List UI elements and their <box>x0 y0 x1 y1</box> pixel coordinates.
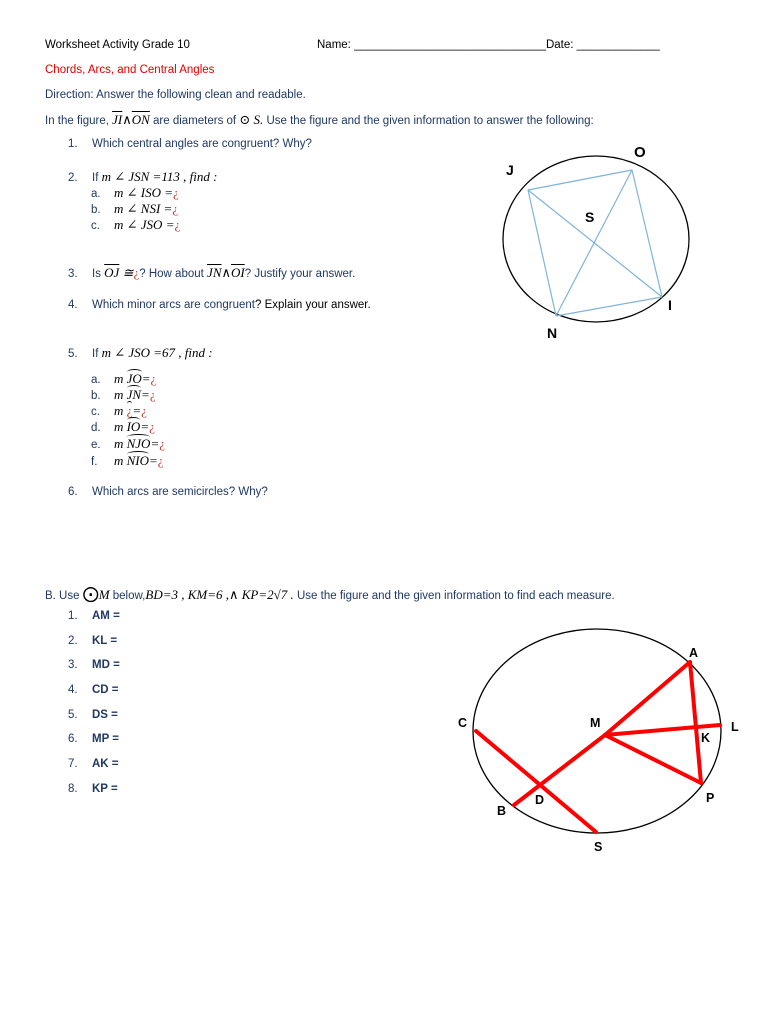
item-inv: ¿ <box>159 436 165 451</box>
direction-text: Direction: Answer the following clean and readable. <box>45 89 306 101</box>
label-s2: S <box>594 840 603 854</box>
equals: = <box>141 387 150 402</box>
question-text-tail: ? Explain your answer. <box>254 299 371 311</box>
measure-m: m <box>114 419 124 434</box>
item-letter: d. <box>91 422 101 434</box>
circle-symbol: ⨀ <box>82 586 99 603</box>
arc-jn: JN <box>126 387 142 402</box>
item-inv: ¿ <box>150 371 157 386</box>
equals: = <box>132 403 142 418</box>
segment-mp <box>605 735 701 783</box>
arc-unknown: ¿ <box>126 403 133 418</box>
item-number: 8. <box>68 783 78 795</box>
label-s: S <box>585 209 595 225</box>
item-letter: e. <box>91 439 101 451</box>
label-p: P <box>706 791 715 805</box>
item-expr: m ∠ JSO = <box>114 217 175 232</box>
and-symbol: ∧ <box>122 112 132 127</box>
measure-m: m <box>114 453 124 468</box>
intro-post: Use the figure and the given information to answer the following: <box>266 115 594 127</box>
item-number: 2. <box>68 635 78 647</box>
intro-mid: are diameters of <box>153 115 237 127</box>
circle-m-outline <box>473 629 721 833</box>
item-label: MD = <box>92 659 120 671</box>
item-inv: ¿ <box>141 403 147 418</box>
chord-cs <box>476 731 596 832</box>
item-number: 5. <box>68 709 78 721</box>
item-number: 1. <box>68 610 78 622</box>
question-mid: ? How about <box>139 268 204 280</box>
item-letter: a. <box>91 188 101 200</box>
question-number: 4. <box>68 299 78 311</box>
item-inv: ¿ <box>174 217 181 232</box>
item-expr: m ∠ ISO = <box>114 185 174 200</box>
item-inv: ¿ <box>157 453 164 468</box>
item-letter: c. <box>91 220 100 232</box>
label-k: K <box>701 731 711 745</box>
segment-ma <box>605 662 690 735</box>
question-expr: m ∠ JSO =67 , find : <box>101 345 213 360</box>
question-expr: m ∠ JSN =113 , find : <box>101 169 218 184</box>
item-letter: b. <box>91 390 101 402</box>
segment-on: ON <box>131 112 150 127</box>
segment-mb <box>514 735 605 805</box>
question-number: 6. <box>68 486 78 498</box>
congruent-symbol: ≅ <box>119 265 134 280</box>
label-j: J <box>506 162 514 178</box>
item-label: KP = <box>92 783 118 795</box>
question-pre: Is <box>92 268 101 280</box>
item-letter: f. <box>91 456 98 468</box>
date-label: Date: _____________ <box>545 39 660 51</box>
part-b-prefix: B. Use <box>45 590 80 602</box>
item-inv: ¿ <box>149 387 156 402</box>
chord-jo <box>528 170 632 190</box>
question-number: 3. <box>68 268 78 280</box>
chord-ap <box>690 662 701 783</box>
chord-oi <box>632 170 662 297</box>
label-l: L <box>731 720 739 734</box>
worksheet-subtitle: Chords, Arcs, and Central Angles <box>45 64 215 76</box>
item-number: 3. <box>68 659 78 671</box>
given-values: BD=3 , KM=6 ,∧ KP=2√7 . <box>145 587 294 602</box>
item-inv: ¿ <box>173 185 179 200</box>
item-letter: b. <box>91 204 101 216</box>
item-label: KL = <box>92 635 118 647</box>
equals: = <box>148 453 158 468</box>
part-b-below: below, <box>112 590 146 602</box>
item-label: AM = <box>92 610 120 622</box>
segment-oi: OI <box>231 265 245 280</box>
item-label: MP = <box>92 733 119 745</box>
question-post: ? Justify your answer. <box>244 268 356 280</box>
label-d: D <box>535 793 545 807</box>
label-c: C <box>458 716 468 730</box>
label-n: N <box>547 325 558 341</box>
label-b: B <box>497 804 507 818</box>
arc-nio: NIO <box>126 453 149 468</box>
worksheet-title: Worksheet Activity Grade 10 <box>45 39 190 51</box>
question-text: Which minor arcs are congruent <box>92 299 255 311</box>
equals: = <box>150 436 160 451</box>
question-number: 1. <box>68 138 78 150</box>
measure-m: m <box>114 387 124 402</box>
question-number: 5. <box>68 348 78 360</box>
item-label: DS = <box>92 709 118 721</box>
chord-in <box>556 297 662 316</box>
diameter-on <box>556 170 632 316</box>
segment-oj: OJ <box>104 265 120 280</box>
segment-jn: JN <box>207 265 222 280</box>
question-pre: If <box>92 172 99 184</box>
circle-m: M <box>98 587 110 602</box>
item-inv: ¿ <box>149 419 155 434</box>
question-number: 2. <box>68 172 78 184</box>
arc-njo: NJO <box>126 436 151 451</box>
item-inv: ¿ <box>133 265 140 280</box>
item-label: AK = <box>92 758 119 770</box>
arc-io: IO <box>126 419 141 434</box>
item-letter: c. <box>91 406 100 418</box>
label-m: M <box>590 716 601 730</box>
question-pre: If <box>92 348 99 360</box>
name-label: Name: ______________________________ <box>317 39 546 51</box>
measure-m: m <box>114 403 124 418</box>
label-o: O <box>634 144 646 161</box>
item-label: CD = <box>92 684 119 696</box>
circle-s: ⊙ S. <box>239 112 264 127</box>
measure-m: m <box>114 371 124 386</box>
equals: = <box>141 371 151 386</box>
and-symbol: ∧ <box>221 265 232 280</box>
intro-pre: In the figure, <box>45 115 109 127</box>
item-number: 7. <box>68 758 78 770</box>
part-b-post: Use the figure and the given information to find each measure. <box>297 590 615 602</box>
arc-jo: JO <box>126 371 142 386</box>
label-a: A <box>689 646 699 660</box>
item-number: 4. <box>68 684 78 696</box>
question-text: Which arcs are semicircles? Why? <box>92 486 268 498</box>
item-number: 6. <box>68 733 78 745</box>
question-text: Which central angles are congruent? Why? <box>92 138 312 150</box>
label-i: I <box>668 297 672 313</box>
measure-m: m <box>114 436 124 451</box>
item-inv: ¿ <box>172 201 179 216</box>
item-letter: a. <box>91 374 101 386</box>
segment-ji: JI <box>112 112 123 127</box>
item-expr: m ∠ NSI = <box>114 201 173 216</box>
equals: = <box>140 419 150 434</box>
